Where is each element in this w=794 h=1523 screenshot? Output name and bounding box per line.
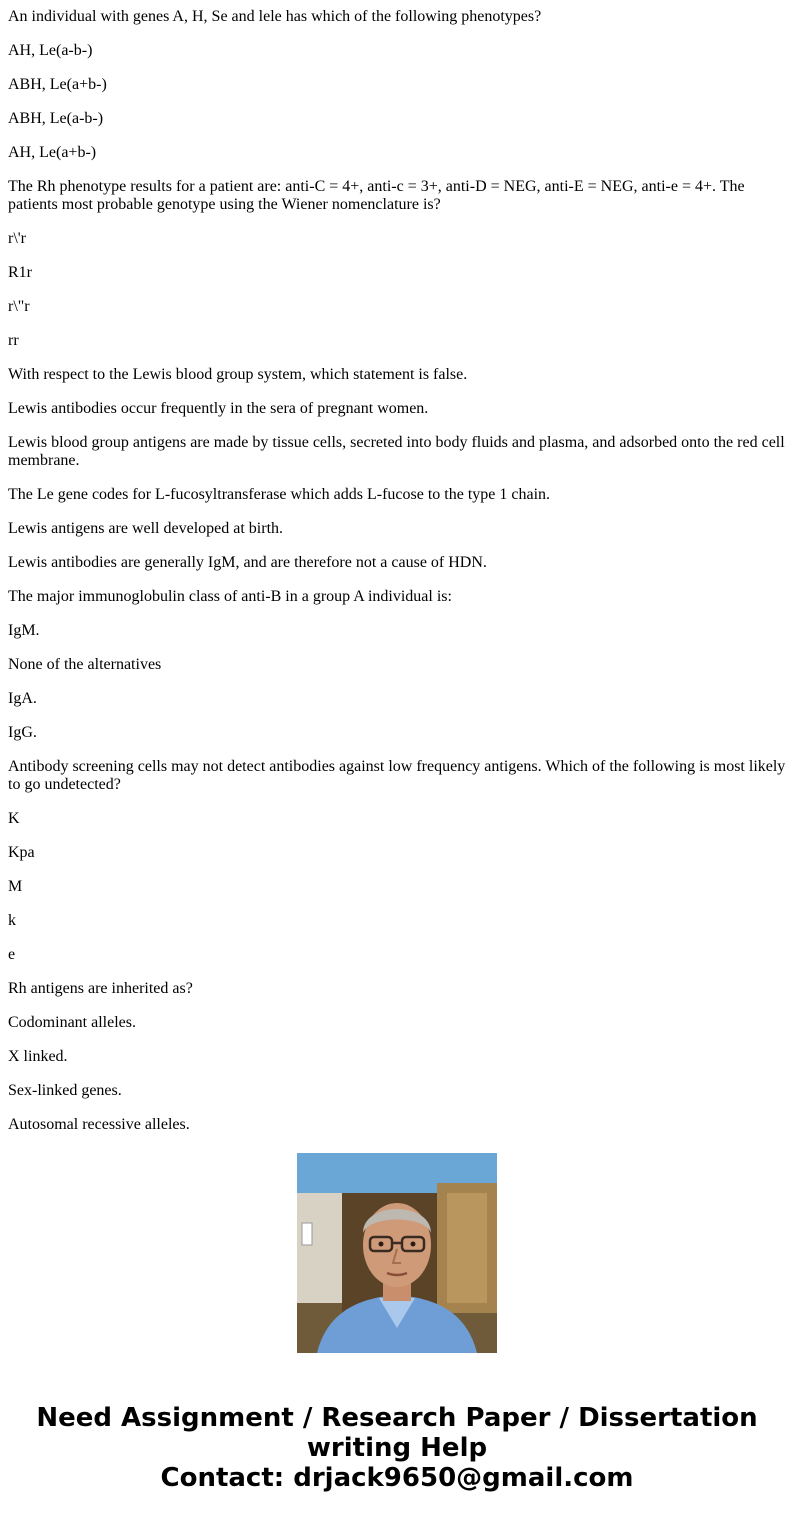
text-line: Lewis antigens are well developed at birth. bbox=[8, 520, 284, 537]
question-list bbox=[8, 0, 788, 1133]
text-line: ABH, Le(a+b-) bbox=[8, 76, 107, 93]
text-line: IgA. bbox=[8, 690, 37, 707]
person-photo-icon bbox=[297, 1153, 497, 1353]
footer-contact: Contact: drjack9650@gmail.com bbox=[160, 1463, 634, 1493]
text-line: With respect to the Lewis blood group system, which statement is false. bbox=[8, 366, 468, 383]
text-line: The Rh phenotype results for a patient are: anti-C = 4+, anti-c = 3+, anti-D = NEG, anti-E = NEG, anti-e = 4+. The patients most probable genotype using the Wiener nomenclature is? bbox=[8, 178, 745, 213]
text-line: AH, Le(a-b-) bbox=[8, 42, 93, 59]
text-line: IgM. bbox=[8, 622, 40, 639]
text-line: r\'r bbox=[8, 230, 26, 247]
text-line: Rh antigens are inherited as? bbox=[8, 980, 193, 997]
text-line: Codominant alleles. bbox=[8, 1014, 136, 1031]
text-line: rr bbox=[8, 332, 19, 349]
text-line: An individual with genes A, H, Se and lele has which of the following phenotypes? bbox=[8, 8, 542, 25]
footer-line-2: writing Help bbox=[306, 1433, 488, 1463]
text-line: The major immunoglobulin class of anti-B in a group A individual is: bbox=[8, 588, 452, 605]
text-line: R1r bbox=[8, 264, 32, 281]
footer-line-1: Need Assignment / Research Paper / Dissertation bbox=[36, 1403, 758, 1433]
text-line: e bbox=[8, 946, 16, 963]
text-line: K bbox=[8, 810, 20, 827]
text-line: Kpa bbox=[8, 844, 35, 861]
text-line: Sex-linked genes. bbox=[8, 1082, 122, 1099]
text-line: ABH, Le(a-b-) bbox=[8, 110, 104, 127]
text-line: Lewis blood group antigens are made by tissue cells, secreted into body fluids and plasma, and adsorbed onto the red cell membrane. bbox=[8, 434, 785, 469]
text-line: Autosomal recessive alleles. bbox=[8, 1116, 190, 1133]
text-line: Lewis antibodies are generally IgM, and are therefore not a cause of HDN. bbox=[8, 554, 487, 571]
text-line: IgG. bbox=[8, 724, 37, 741]
text-line: Lewis antibodies occur frequently in the sera of pregnant women. bbox=[8, 400, 429, 417]
text-line: Antibody screening cells may not detect antibodies against low frequency antigens. Which of the following is most likely to go undetected? bbox=[8, 758, 786, 793]
text-line: The Le gene codes for L-fucosyltransferase which adds L-fucose to the type 1 chain. bbox=[8, 486, 551, 503]
text-line: r\"r bbox=[8, 298, 30, 315]
footer-banner bbox=[0, 1403, 794, 1493]
avatar bbox=[297, 1153, 497, 1353]
text-line: None of the alternatives bbox=[8, 656, 162, 673]
text-line: AH, Le(a+b-) bbox=[8, 144, 97, 161]
text-line: M bbox=[8, 878, 23, 895]
text-line: k bbox=[8, 912, 16, 929]
text-line: X linked. bbox=[8, 1048, 68, 1065]
